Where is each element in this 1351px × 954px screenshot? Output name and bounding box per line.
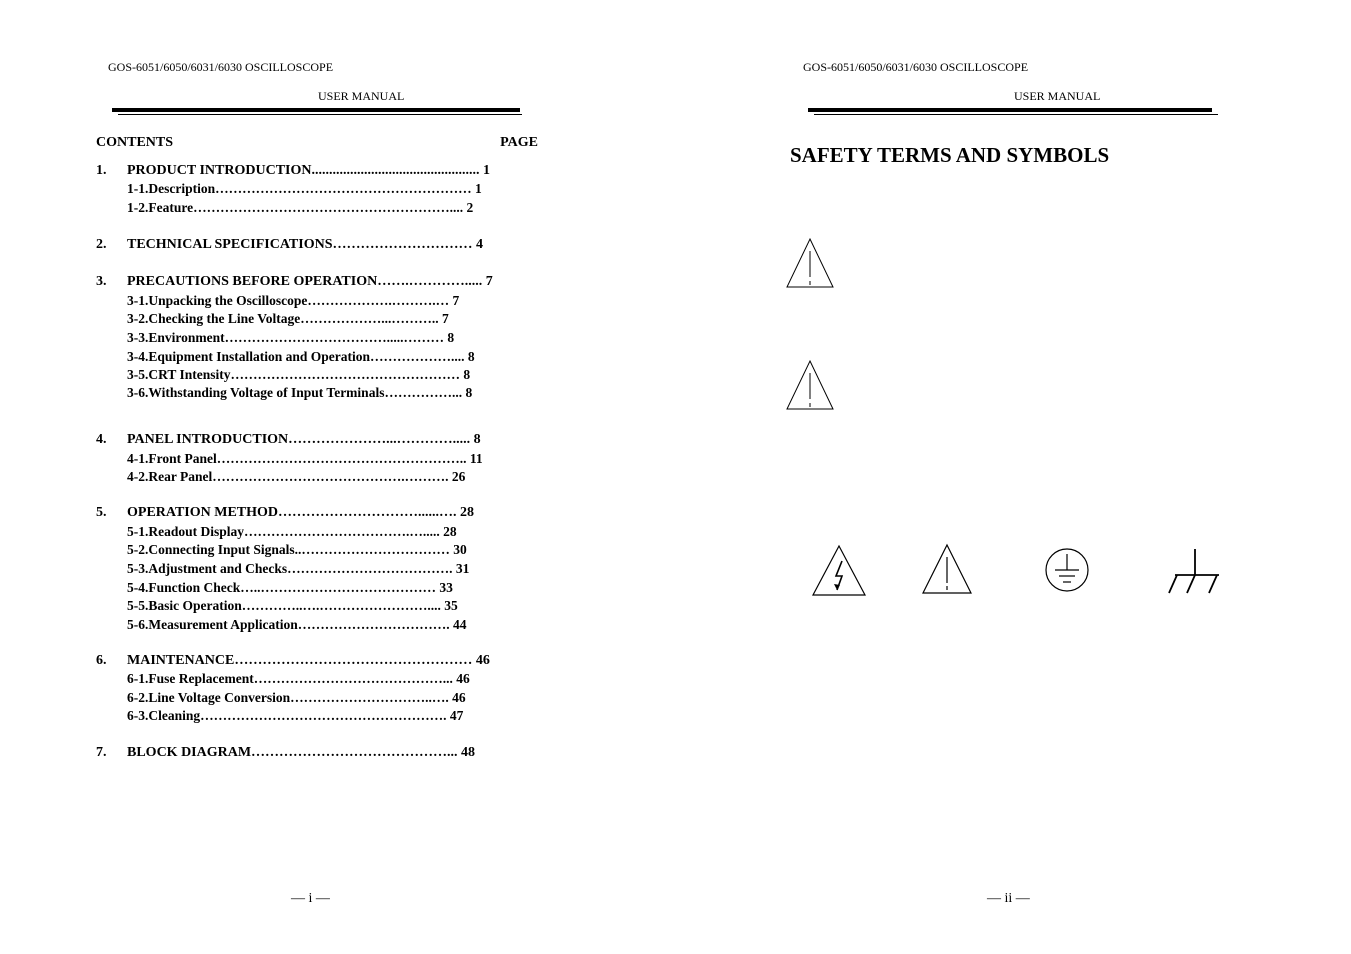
safety-title: SAFETY TERMS AND SYMBOLS (790, 143, 1110, 167)
header-subtitle: USER MANUAL (318, 89, 405, 103)
toc-entry-text: 6-1.Fuse Replacement……………………………………... 46 (127, 671, 470, 686)
toc-entry-text: 5-3.Adjustment and Checks………………………………. 31 (127, 561, 470, 576)
toc-entry-text: 5-4.Function Check…..………………………………… 33 (127, 580, 453, 595)
toc-entry-text: 3-1.Unpacking the Oscilloscope……………….……….… 7 (127, 293, 460, 308)
toc-entry-text: 5-2.Connecting Input Signals..…………………………… 30 (127, 542, 467, 557)
toc-entry-text: PANEL INTRODUCTION…………………...…………..... 8 (127, 432, 481, 447)
header-rule-thin (118, 114, 522, 115)
toc-entry-text: 3-6.Withstanding Voltage of Input Terminals……………... 8 (127, 385, 473, 400)
toc-entry-text: 3-2.Checking the Line Voltage………………...……….. 7 (127, 311, 449, 326)
toc-entry-text: 1-2.Feature………………………………………………….... 2 (127, 200, 474, 215)
toc-entry-text: 5-5.Basic Operation…………..….…………………….... 35 (127, 598, 458, 613)
toc-heading-row (96, 135, 540, 155)
caution-triangle-icon (921, 543, 973, 595)
table-of-contents (96, 135, 540, 760)
toc-entry-text: PRODUCT INTRODUCTION................................................ 1 (127, 163, 490, 178)
toc-entry-number: 7. (96, 745, 107, 760)
header-rule-thick (112, 108, 520, 112)
toc-entry-text: 3-3.Environment……………………………….....……… 8 (127, 330, 455, 345)
toc-entry-text: 5-6.Measurement Application……………………………. 44 (127, 617, 467, 632)
safety-page (675, 0, 1351, 954)
toc-entry-text: OPERATION METHOD…………………………......…. 28 (127, 505, 475, 520)
page-number: — i — (291, 891, 330, 906)
toc-entry-text: 3-5.CRT Intensity…………………………………………… 8 (127, 367, 471, 382)
high-voltage-icon (811, 543, 867, 597)
toc-entry-text: 3-4.Equipment Installation and Operation……………….... 8 (127, 349, 475, 364)
toc-entry-text: 4-2.Rear Panel…………………………………….………. 26 (127, 469, 466, 484)
warning-triangle-icon (785, 237, 835, 289)
page-number: — ii — (987, 891, 1030, 906)
header-subtitle: USER MANUAL (1014, 89, 1101, 103)
contents-page (0, 0, 675, 954)
toc-entry-text: PRECAUTIONS BEFORE OPERATION…….…………..... 7 (127, 274, 493, 289)
frame-ground-icon (1165, 547, 1223, 595)
toc-entry-number: 4. (96, 432, 107, 447)
toc-entry-text: MAINTENANCE…………………………………………… 46 (127, 653, 490, 668)
toc-entry-text: TECHNICAL SPECIFICATIONS………………………… 4 (127, 237, 484, 252)
contents-heading: CONTENTS (96, 135, 174, 150)
toc-entry-text: 4-1.Front Panel……………………………………………….. 11 (127, 451, 483, 466)
toc-entry-text: 6-3.Cleaning………………………………………………. 47 (127, 708, 464, 723)
toc-entry-text: BLOCK DIAGRAM……………………………………... 48 (127, 745, 476, 760)
toc-entry-number: 3. (96, 274, 107, 289)
warning-triangle-icon (785, 359, 835, 411)
header-rule-thin (814, 114, 1218, 115)
toc-entry-text: 5-1.Readout Display……………………………….…..... 28 (127, 524, 457, 539)
toc-entry-number: 2. (96, 237, 107, 252)
header-title: GOS-6051/6050/6031/6030 OSCILLOSCOPE (108, 60, 334, 74)
header-title: GOS-6051/6050/6031/6030 OSCILLOSCOPE (803, 60, 1029, 74)
toc-entry-text: 6-2.Line Voltage Conversion…………………………..…. 46 (127, 690, 466, 705)
toc-entry-number: 6. (96, 653, 107, 668)
toc-entry-number: 1. (96, 163, 107, 178)
toc-entry-number: 5. (96, 505, 107, 520)
header-rule-thick (808, 108, 1212, 112)
protective-earth-icon (1044, 546, 1090, 594)
toc-entry-text: 1-1.Description………………………………………………… 1 (127, 181, 482, 196)
page-heading: PAGE (500, 135, 538, 150)
